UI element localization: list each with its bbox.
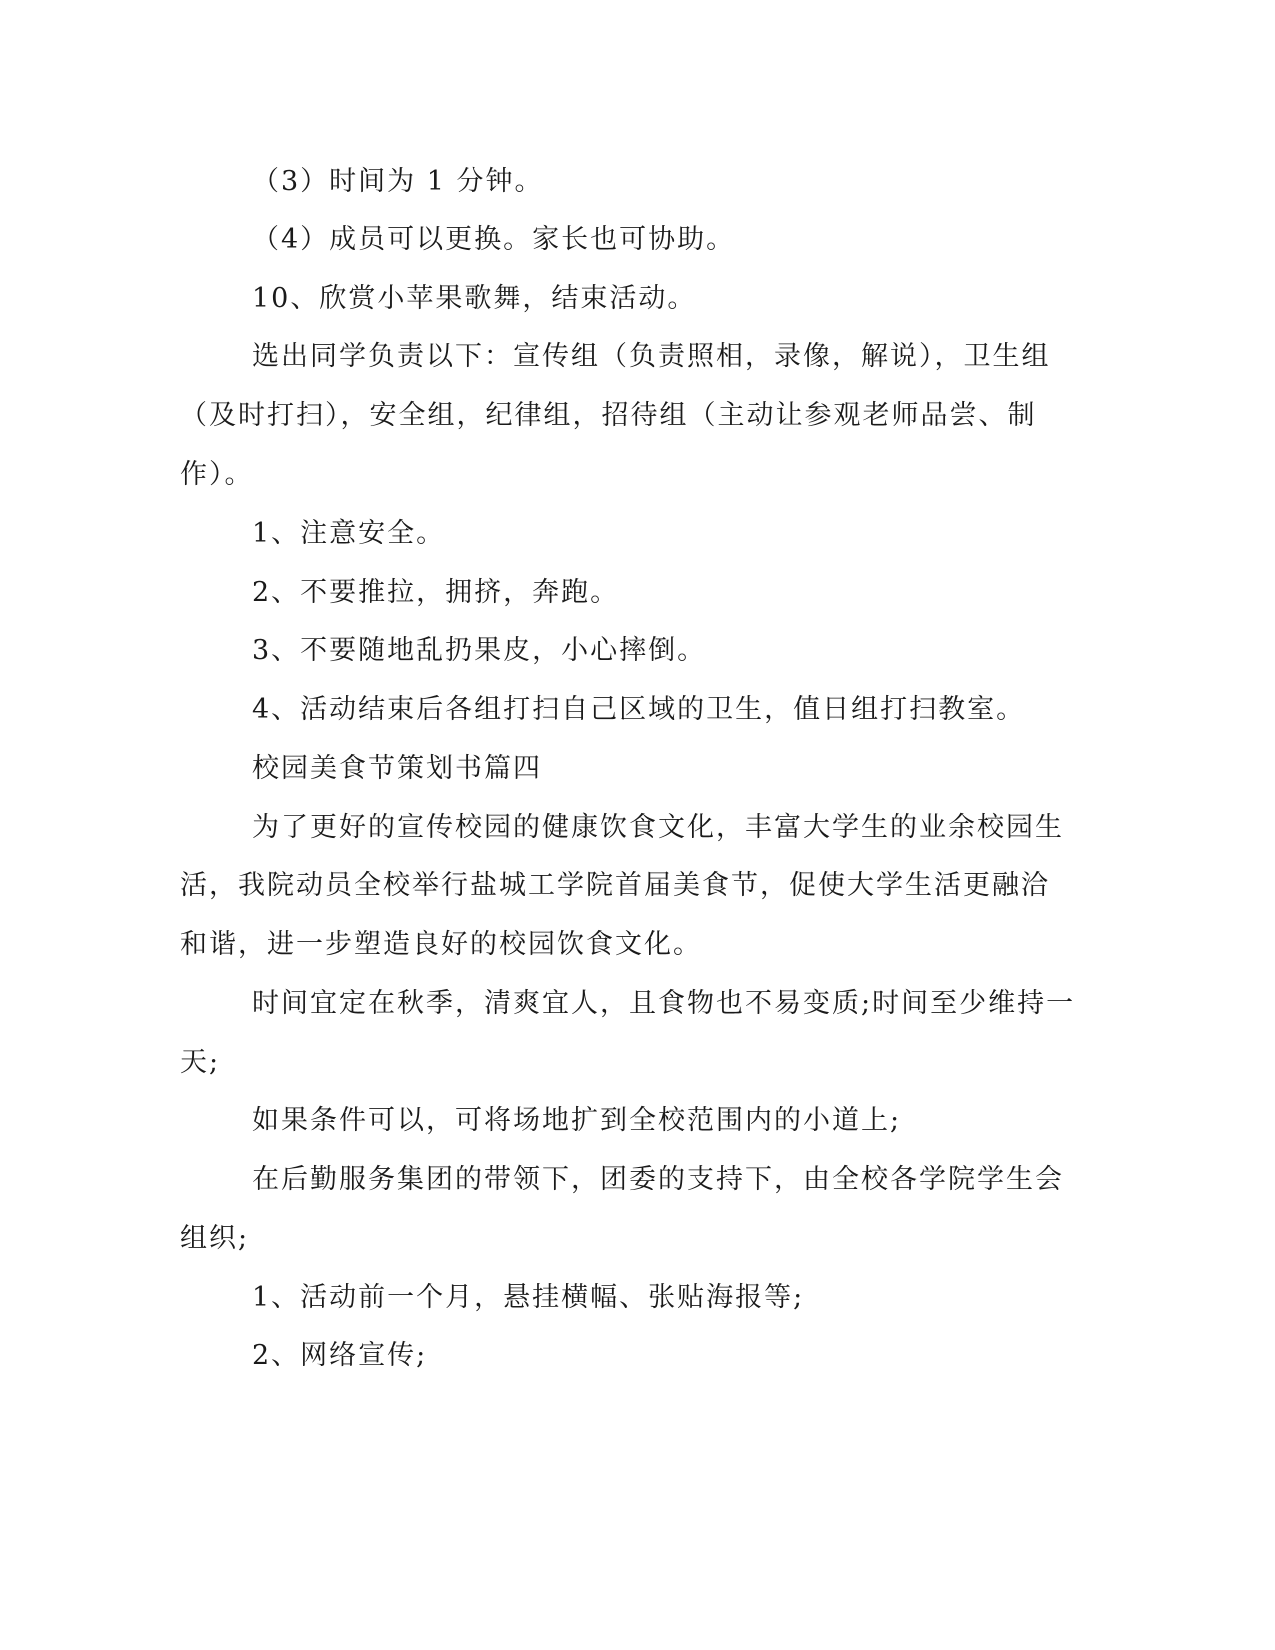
list-item: 2、不要推拉，拥挤，奔跑。 xyxy=(252,577,620,608)
section-heading: 校园美食节策划书篇四 xyxy=(252,753,542,784)
paragraph-line: （及时打扫），安全组，纪律组，招待组（主动让参观老师品尝、制 xyxy=(180,400,1037,431)
paragraph-line: 组织; xyxy=(180,1223,250,1254)
list-item: 1、注意安全。 xyxy=(252,518,446,549)
list-item: 4、活动结束后各组打扫自己区域的卫生，值日组打扫教室。 xyxy=(252,694,1026,725)
paragraph-line: （4）成员可以更换。家长也可协助。 xyxy=(252,224,736,255)
paragraph-line: 和谐，进一步塑造良好的校园饮食文化。 xyxy=(180,929,702,960)
paragraph-line: 天; xyxy=(180,1047,221,1078)
list-item: 2、网络宣传; xyxy=(252,1340,428,1371)
paragraph-line: 在后勤服务集团的带领下，团委的支持下，由全校各学院学生会 xyxy=(252,1164,1064,1195)
list-item: 1、活动前一个月，悬挂横幅、张贴海报等; xyxy=(252,1282,805,1313)
paragraph-line: （3）时间为 1 分钟。 xyxy=(252,166,544,197)
paragraph-line: 作）。 xyxy=(180,459,254,490)
list-item: 3、不要随地乱扔果皮，小心摔倒。 xyxy=(252,635,707,666)
paragraph-line: 如果条件可以，可将场地扩到全校范围内的小道上; xyxy=(252,1105,902,1136)
paragraph-line: 为了更好的宣传校园的健康饮食文化，丰富大学生的业余校园生 xyxy=(252,812,1064,843)
paragraph-line: 10、欣赏小苹果歌舞，结束活动。 xyxy=(252,283,697,314)
paragraph-line: 时间宜定在秋季，清爽宜人，且食物也不易变质;时间至少维持一 xyxy=(252,988,1076,1019)
paragraph-line: 活，我院动员全校举行盐城工学院首届美食节，促使大学生活更融洽 xyxy=(180,870,1050,901)
paragraph-line: 选出同学负责以下：宣传组（负责照相，录像，解说），卫生组 xyxy=(252,341,1051,372)
